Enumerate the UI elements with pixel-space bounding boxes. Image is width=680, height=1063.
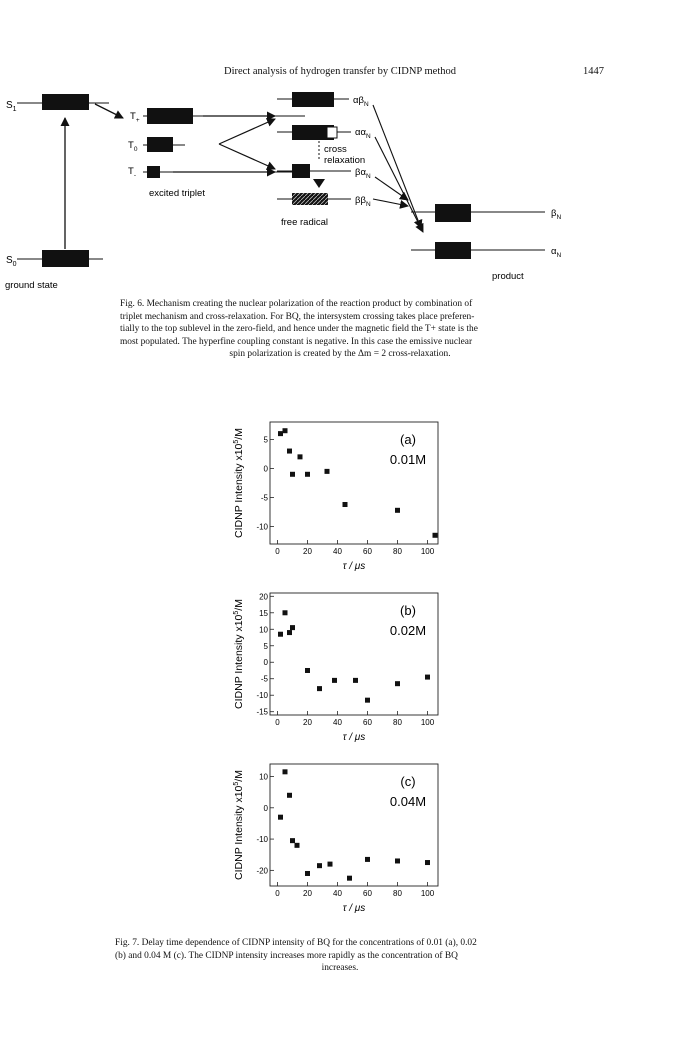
data-point [317,863,322,868]
data-point [290,625,295,630]
x-tick-label: 0 [275,889,280,898]
chart-panel-c [228,760,448,931]
x-tick-label: 0 [275,718,280,727]
concentration-label: 0.02M [389,623,427,638]
panel-label: (c) [400,774,416,789]
x-tick-label: 80 [393,889,402,898]
y-tick-label: -10 [256,835,268,845]
x-tick-label: 60 [363,718,372,727]
cross-relaxation-arrowhead [313,179,325,188]
x-axis-label: τ / μs [342,903,366,914]
data-point [395,508,400,513]
data-point [290,472,295,477]
alpha-n-level [411,242,545,259]
figure6-caption-line: Fig. 6. Mechanism creating the nuclear polarization of the reaction product by combination of [120,299,473,309]
y-tick-label: -10 [256,691,268,701]
data-point [347,876,352,881]
ba-n-label: $\beta\alpha_N$ [355,167,371,180]
data-point [305,871,310,876]
ab-n-label: $\alpha\beta_N$ [353,95,369,108]
s1-label: $S_1$ [6,100,17,113]
arrow-bb-beta [373,199,408,206]
x-tick-label: 20 [303,718,312,727]
beta-n-label: $\beta_N$ [551,208,562,221]
chart-a-svg [228,418,448,584]
t-plus-label: $T_+$ [130,111,140,124]
data-point [295,843,300,848]
x-axis-label: τ / μs [342,732,366,743]
data-point [305,668,310,673]
x-tick-label: 40 [333,718,342,727]
arrow-tzero-ab [219,119,275,144]
data-point [290,838,295,843]
x-tick-label: 80 [393,547,402,556]
arrow-tzero-ba [219,144,275,169]
data-point [433,533,438,538]
chart-panel-a [228,418,448,589]
chart-c-svg [228,760,448,926]
x-tick-label: 80 [393,718,402,727]
data-point [278,632,283,637]
t-zero-level [143,137,185,152]
data-point [305,472,310,477]
y-tick-label: -20 [256,866,268,876]
arrow-ba-beta [375,177,408,200]
y-tick-label: -15 [256,707,268,717]
cross-label: cross [324,144,347,155]
data-point [343,502,348,507]
s0-level [17,250,103,267]
y-tick-label: 0 [263,803,268,813]
page-number: 1447 [583,66,604,77]
ba-n-level [277,164,351,178]
y-tick-label: 0 [263,464,268,474]
y-tick-label: 5 [263,435,268,445]
figure6-caption-line: spin polarization is created by the Δm = 2 cross-relaxation. [229,349,451,360]
data-point [278,431,283,436]
bb-n-label: $\beta\beta_N$ [355,195,371,208]
y-tick-label: -5 [260,674,268,684]
relaxation-label: relaxation [324,155,366,166]
data-point [353,678,358,683]
s0-label: $S_0$ [6,255,17,268]
t-zero-label: $T_0$ [128,140,138,153]
isc-arrow [95,104,123,118]
ground-state-label: ground state [5,280,58,291]
t-minus-label: $T_-$ [128,166,136,179]
data-point [425,675,430,680]
product-label: product [492,271,524,282]
arrow-aa-alpha [375,137,423,232]
concentration-label: 0.01M [389,452,427,467]
beta-n-level [411,204,545,222]
figure6-caption-line: triplet mechanism and cross-relaxation. For BQ, the intersystem crossing takes place preferen- [120,311,475,322]
figure6-diagram [5,92,575,292]
figure7-caption-line: Fig. 7. Delay time dependence of CIDNP intensity of BQ for the concentrations of 0.01 (a), 0.02 [115,938,477,948]
y-tick-label: 5 [263,641,268,651]
aa-n-level [277,125,351,140]
x-tick-label: 20 [303,547,312,556]
data-point [283,610,288,615]
figure7-caption-line: (b) and 0.04 M (c). The CIDNP intensity increases more rapidly as the concentration of BQ [115,950,458,961]
data-point [332,678,337,683]
running-title: Direct analysis of hydrogen transfer by CIDNP method [223,66,456,77]
y-axis-label: CIDNP Intensity $x10^5/M$ [233,428,245,538]
data-point [298,454,303,459]
x-tick-label: 40 [333,547,342,556]
figure6-caption-line: most populated. The hyperfine coupling constant is negative. In this case the emissive nuclear [120,336,473,347]
aa-n-label: $\alpha\alpha_N$ [355,127,371,140]
data-point [365,857,370,862]
x-tick-label: 20 [303,889,312,898]
s1-level [17,94,109,110]
data-point [287,793,292,798]
free-radical-label: free radical [281,217,328,228]
bb-n-level [277,193,351,205]
data-point [283,428,288,433]
x-tick-label: 0 [275,547,280,556]
figure6-caption [120,298,560,361]
data-point [325,469,330,474]
chart-panel-b [228,589,448,760]
panel-label: (a) [400,432,416,447]
y-axis-label: CIDNP Intensity $x10^5/M$ [233,599,245,709]
chart-b-svg [228,589,448,755]
x-tick-label: 100 [420,889,435,898]
data-point [283,769,288,774]
data-point [425,860,430,865]
x-tick-label: 60 [363,547,372,556]
y-tick-label: -10 [256,522,268,532]
figure7-caption-line: increases. [321,963,359,974]
panel-label: (b) [400,603,416,618]
y-tick-label: 20 [259,592,268,602]
y-tick-label: 15 [259,608,268,618]
figure6-caption-line: tially to the top sublevel in the zero-field, and hence under the magnetic field the T+ state is the [120,324,478,335]
x-tick-label: 100 [420,547,435,556]
x-tick-label: 60 [363,889,372,898]
data-point [317,686,322,691]
data-point [287,630,292,635]
figure7-caption [115,937,565,975]
data-point [287,449,292,454]
alpha-n-label: $\alpha_N$ [551,246,562,259]
data-point [395,681,400,686]
excited-triplet-label: excited triplet [149,188,205,199]
y-tick-label: 0 [263,658,268,668]
x-tick-label: 40 [333,889,342,898]
data-point [328,862,333,867]
data-point [278,815,283,820]
ab-n-level [277,92,349,107]
x-tick-label: 100 [420,718,435,727]
concentration-label: 0.04M [389,794,427,809]
data-point [395,858,400,863]
y-tick-label: 10 [259,772,268,782]
y-axis-label: CIDNP Intensity $x10^5/M$ [233,770,245,880]
data-point [365,698,370,703]
arrow-ab-alpha [373,105,421,228]
y-tick-label: 10 [259,625,268,635]
y-tick-label: -5 [260,493,268,503]
x-axis-label: τ / μs [342,561,366,572]
